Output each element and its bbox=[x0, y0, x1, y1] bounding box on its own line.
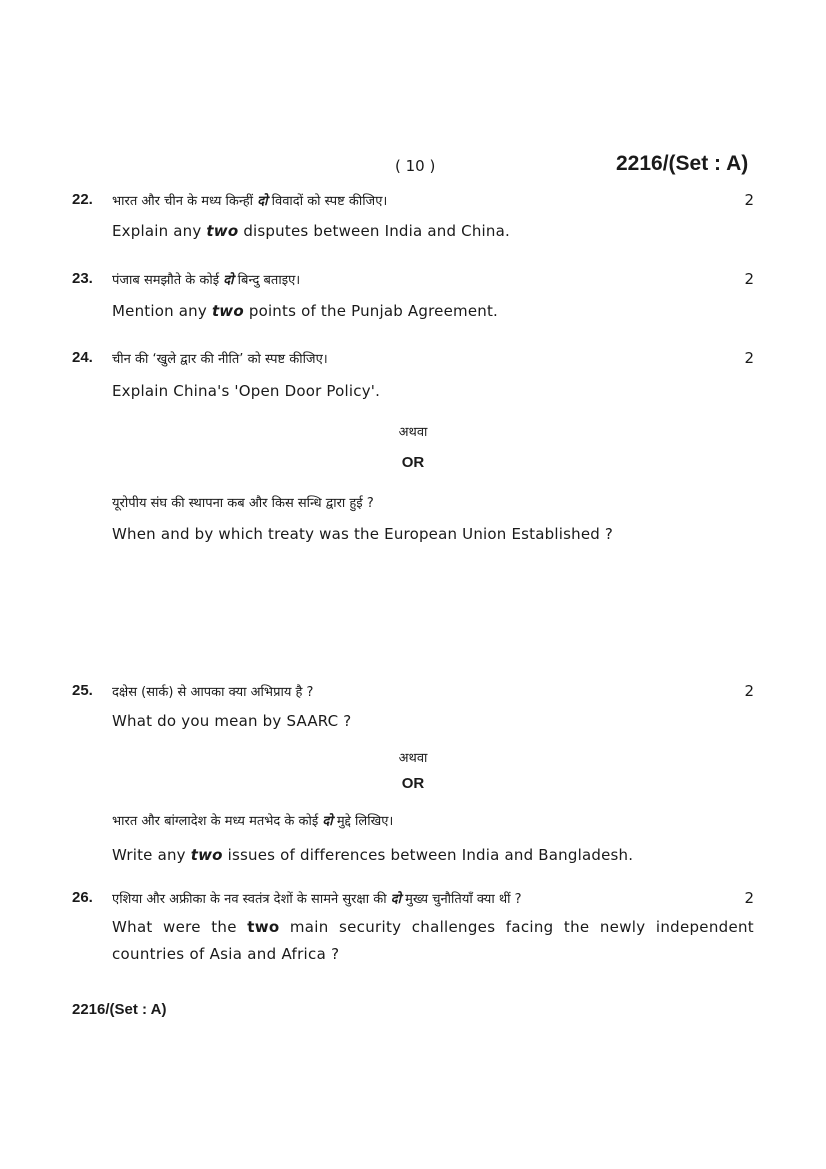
question-26-number: 26. bbox=[72, 889, 93, 906]
emphasis: दो bbox=[257, 194, 268, 209]
paper-code-footer: 2216/(Set : A) bbox=[72, 1001, 167, 1018]
emphasis: दो bbox=[322, 814, 333, 829]
page-number: ( 10 ) bbox=[395, 157, 436, 175]
or-hindi: अथवा bbox=[398, 425, 428, 440]
question-25-alt-hindi: भारत और बांग्लादेश के मध्य मतभेद के कोई दो मुद्दे लिखिए। bbox=[112, 814, 394, 829]
question-22-english: Explain any two disputes between India and China. bbox=[112, 222, 510, 240]
question-22-hindi: भारत और चीन के मध्य किन्हीं दो विवादों को स्पष्ट कीजिए। bbox=[112, 194, 388, 209]
emphasis: two bbox=[211, 302, 244, 320]
question-25-number: 25. bbox=[72, 682, 93, 699]
question-23-english: Mention any two points of the Punjab Agreement. bbox=[112, 302, 499, 320]
emphasis: two bbox=[247, 918, 280, 936]
or-english: OR bbox=[401, 775, 425, 792]
emphasis: दो bbox=[223, 273, 234, 288]
question-25-english: What do you mean by SAARC ? bbox=[112, 712, 352, 730]
question-26-hindi: एशिया और अफ्रीका के नव स्वतंत्र देशों के सामने सुरक्षा की दो मुख्य चुनौतियाँ क्या थीं ? bbox=[112, 892, 522, 907]
emphasis: two bbox=[190, 846, 223, 864]
question-24-marks: 2 bbox=[744, 349, 754, 367]
question-25-hindi: दक्षेस (सार्क) से आपका क्या अभिप्राय है ? bbox=[112, 685, 314, 700]
question-22-marks: 2 bbox=[744, 191, 754, 209]
question-23-hindi: पंजाब समझौते के कोई दो बिन्दु बताइए। bbox=[112, 273, 301, 288]
or-english: OR bbox=[401, 454, 425, 471]
question-23-marks: 2 bbox=[744, 270, 754, 288]
emphasis: दो bbox=[390, 892, 402, 907]
paper-code-header: 2216/(Set : A) bbox=[616, 152, 749, 175]
question-24-number: 24. bbox=[72, 349, 93, 366]
question-26-marks: 2 bbox=[744, 889, 754, 907]
or-hindi: अथवा bbox=[398, 751, 428, 766]
question-24-alt-english: When and by which treaty was the European Union Established ? bbox=[112, 525, 614, 543]
question-25-alt-english: Write any two issues of differences between India and Bangladesh. bbox=[112, 846, 634, 864]
question-26-english: What were the two main security challenges facing the newly independent countries of Asia and Africa ? bbox=[112, 918, 754, 963]
question-24-alt-hindi: यूरोपीय संघ की स्थापना कब और किस सन्धि द्वारा हुई ? bbox=[112, 496, 374, 511]
question-24-english: Explain China's 'Open Door Policy'. bbox=[112, 382, 381, 400]
emphasis: two bbox=[206, 222, 239, 240]
question-24-hindi: चीन की ‘खुले द्वार की नीति’ को स्पष्ट कीजिए। bbox=[112, 352, 328, 367]
question-22-number: 22. bbox=[72, 191, 93, 208]
question-23-number: 23. bbox=[72, 270, 93, 287]
question-25-marks: 2 bbox=[744, 682, 754, 700]
